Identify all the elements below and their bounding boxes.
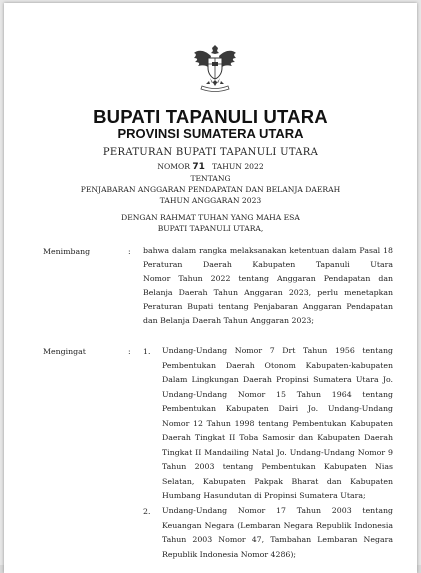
mengingat-item-number: 1. <box>143 347 151 356</box>
mengingat-label: Mengingat <box>43 347 86 356</box>
number-handwritten: 71 <box>192 162 205 172</box>
menimbang-line: Nomor Tahun 2022 tentang Anggaran Pendapatan dan <box>143 274 393 283</box>
mengingat-line: Undang-Undang Nomor 15 Tahun 1964 tentang <box>162 389 393 399</box>
mengingat-line: Pembentukan Kabupaten Dairi Jo. Undang-Undang <box>162 404 393 413</box>
menimbang-line: dan Belanja Daerah Tahun Anggaran 2023; <box>143 316 314 325</box>
mengingat-item-number: 2. <box>143 507 151 516</box>
mengingat-line: Undang-Undang Nomor 17 Tahun 2003 tentang <box>162 506 393 515</box>
number-prefix: NOMOR <box>157 162 190 171</box>
province-subtitle: PROVINSI SUMATERA UTARA <box>117 126 304 141</box>
garuda-emblem-icon <box>192 43 238 93</box>
regulation-number <box>4 162 417 172</box>
menimbang-line: Belanja Daerah Tahun Anggaran 2023, perlu menetapkan <box>143 288 393 297</box>
about-heading: TENTANG <box>190 174 231 183</box>
menimbang-line: bahwa dalam rangka melaksanakan ketentuan dalam Pasal 18 <box>143 246 393 255</box>
mengingat-line: Tingkat II Mandailing Natal Jo. Undang-Undang Nomor 9 <box>162 447 393 457</box>
mengingat-colon: : <box>128 347 131 356</box>
mengingat-line: Tahun 2003 tentang Pembentukan Kabupaten Nias <box>162 462 393 471</box>
menimbang-line: Peraturan Daerah Kabupaten Tapanuli Utara <box>143 260 393 269</box>
number-suffix: TAHUN 2022 <box>212 162 264 171</box>
menimbang-label: Menimbang <box>43 247 91 256</box>
mengingat-line: Dalam Lingkungan Daerah Propinsi Sumatera Utara Jo. <box>162 375 393 384</box>
mengingat-line: Pembentukan Daerah Otonom Kabupaten-kabupaten <box>162 360 393 370</box>
menimbang-colon: : <box>128 247 131 256</box>
mengingat-line: Humbang Hasundutan di Propinsi Sumatera Utara; <box>162 491 366 500</box>
mengingat-line: Keuangan Negara (Lembaran Negara Republik Indonesia <box>162 520 393 530</box>
topic-line-1: PENJABARAN ANGGARAN PENDAPATAN DAN BELANJA DAERAH <box>80 185 341 194</box>
menimbang-text <box>143 245 393 327</box>
regulation-heading: PERATURAN BUPATI TAPANULI UTARA <box>102 147 319 158</box>
blessing-line-2: BUPATI TAPANULI UTARA, <box>157 224 264 233</box>
mengingat-line: Daerah Tingkat II Toba Samosir dan Kabupaten Daerah <box>162 433 393 442</box>
document-page <box>4 3 417 573</box>
mengingat-line: Nomor 12 Tahun 1998 tentang Pembentukan Kabupaten <box>162 418 393 428</box>
regent-title: BUPATI TAPANULI UTARA <box>93 106 328 127</box>
blessing-line-1: DENGAN RAHMAT TUHAN YANG MAHA ESA <box>121 213 300 222</box>
mengingat-line: Tahun 2003 Nomor 47, Tambahan Lembaran Negara <box>162 535 393 544</box>
mengingat-item-1 <box>162 345 393 502</box>
topic-line-2: TAHUN ANGGARAN 2023 <box>159 196 262 205</box>
mengingat-line: Selatan, Kabupaten Pakpak Bharat dan Kabupaten <box>162 476 393 486</box>
mengingat-line: Republik Indonesia Nomor 4286); <box>162 549 297 559</box>
menimbang-line: Peraturan Bupati tentang Penjabaran Anggaran Pendapatan <box>143 302 393 311</box>
mengingat-item-2 <box>162 505 393 561</box>
mengingat-line: Undang-Undang Nomor 7 Drt Tahun 1956 tentang <box>162 346 393 355</box>
